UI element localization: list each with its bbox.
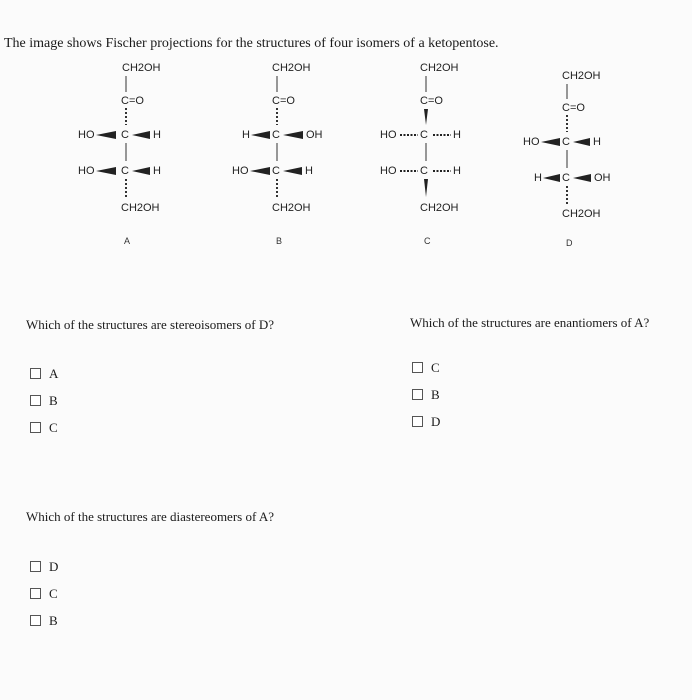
svg-text:C: C xyxy=(420,165,428,177)
structure-b-row2-left: HO xyxy=(232,165,249,177)
option-enant-c[interactable]: C xyxy=(412,354,440,381)
option-stereo-b[interactable]: B xyxy=(30,387,58,414)
option-dia-b[interactable]: B xyxy=(30,607,58,634)
structure-b-row1-left: H xyxy=(242,129,250,141)
structure-b-bottom: CH2OH xyxy=(272,202,311,214)
structure-c-row1-left: HO xyxy=(380,129,397,141)
options-diastereomers xyxy=(30,553,58,634)
structure-b-label: B xyxy=(276,236,283,246)
option-enant-b[interactable]: B xyxy=(412,381,440,408)
checkbox[interactable] xyxy=(30,368,41,379)
structure-a-carbonyl: C=O xyxy=(121,95,144,107)
options-enantiomers xyxy=(412,354,440,435)
intro-text: The image shows Fischer projections for the structures of four isomers of a ketopentose. xyxy=(4,36,499,51)
options-stereoisomers xyxy=(30,360,58,441)
structure-d-row1-left: HO xyxy=(523,136,540,148)
svg-text:C: C xyxy=(121,129,129,141)
structure-c-row1-right: H xyxy=(453,129,461,141)
option-stereo-a[interactable]: A xyxy=(30,360,58,387)
structure-c-carbonyl: C=O xyxy=(420,95,443,107)
fischer-projections xyxy=(0,55,692,255)
checkbox[interactable] xyxy=(30,615,41,626)
structure-b-row1-right: OH xyxy=(306,129,323,141)
structure-a xyxy=(78,62,161,246)
structure-a-row1-right: H xyxy=(153,129,161,141)
structure-c-label: C xyxy=(424,236,431,246)
question-enantiomers: Which of the structures are enantiomers of A? xyxy=(410,315,650,330)
question-diastereomers: Which of the structures are diastereomers of A? xyxy=(26,509,274,524)
option-dia-c[interactable]: C xyxy=(30,580,58,607)
structure-a-row2-left: HO xyxy=(78,165,95,177)
structure-d-top: CH2OH xyxy=(562,70,601,82)
question-stereoisomers: Which of the structures are stereoisomers of D? xyxy=(26,317,274,332)
structure-b-carbonyl: C=O xyxy=(272,95,295,107)
structure-a-row1-left: HO xyxy=(78,129,95,141)
structure-d xyxy=(523,70,611,248)
structure-c-bottom: CH2OH xyxy=(420,202,459,214)
structure-a-bottom: CH2OH xyxy=(121,202,160,214)
checkbox[interactable] xyxy=(412,389,423,400)
structure-d-bottom: CH2OH xyxy=(562,208,601,220)
checkbox[interactable] xyxy=(30,422,41,433)
structure-c-row2-right: H xyxy=(453,165,461,177)
option-enant-d[interactable]: D xyxy=(412,408,440,435)
structure-d-row1-right: H xyxy=(593,136,601,148)
structure-d-label: D xyxy=(566,238,573,248)
svg-text:C: C xyxy=(562,172,570,184)
structure-b xyxy=(232,62,323,246)
checkbox[interactable] xyxy=(412,362,423,373)
structure-a-top: CH2OH xyxy=(122,62,161,74)
structure-a-row2-right: H xyxy=(153,165,161,177)
structure-c-row2-left: HO xyxy=(380,165,397,177)
option-stereo-c[interactable]: C xyxy=(30,414,58,441)
svg-text:C: C xyxy=(420,129,428,141)
svg-text:C: C xyxy=(562,136,570,148)
structure-c xyxy=(380,62,461,246)
structure-d-row2-right: OH xyxy=(594,172,611,184)
structure-b-top: CH2OH xyxy=(272,62,311,74)
checkbox[interactable] xyxy=(412,416,423,427)
svg-text:C: C xyxy=(272,129,280,141)
structure-a-label: A xyxy=(124,236,131,246)
svg-text:C: C xyxy=(272,165,280,177)
checkbox[interactable] xyxy=(30,561,41,572)
structure-d-carbonyl: C=O xyxy=(562,102,585,114)
structure-d-row2-left: H xyxy=(534,172,542,184)
structure-b-row2-right: H xyxy=(305,165,313,177)
structure-c-top: CH2OH xyxy=(420,62,459,74)
option-dia-d[interactable]: D xyxy=(30,553,58,580)
svg-text:C: C xyxy=(121,165,129,177)
checkbox[interactable] xyxy=(30,588,41,599)
checkbox[interactable] xyxy=(30,395,41,406)
